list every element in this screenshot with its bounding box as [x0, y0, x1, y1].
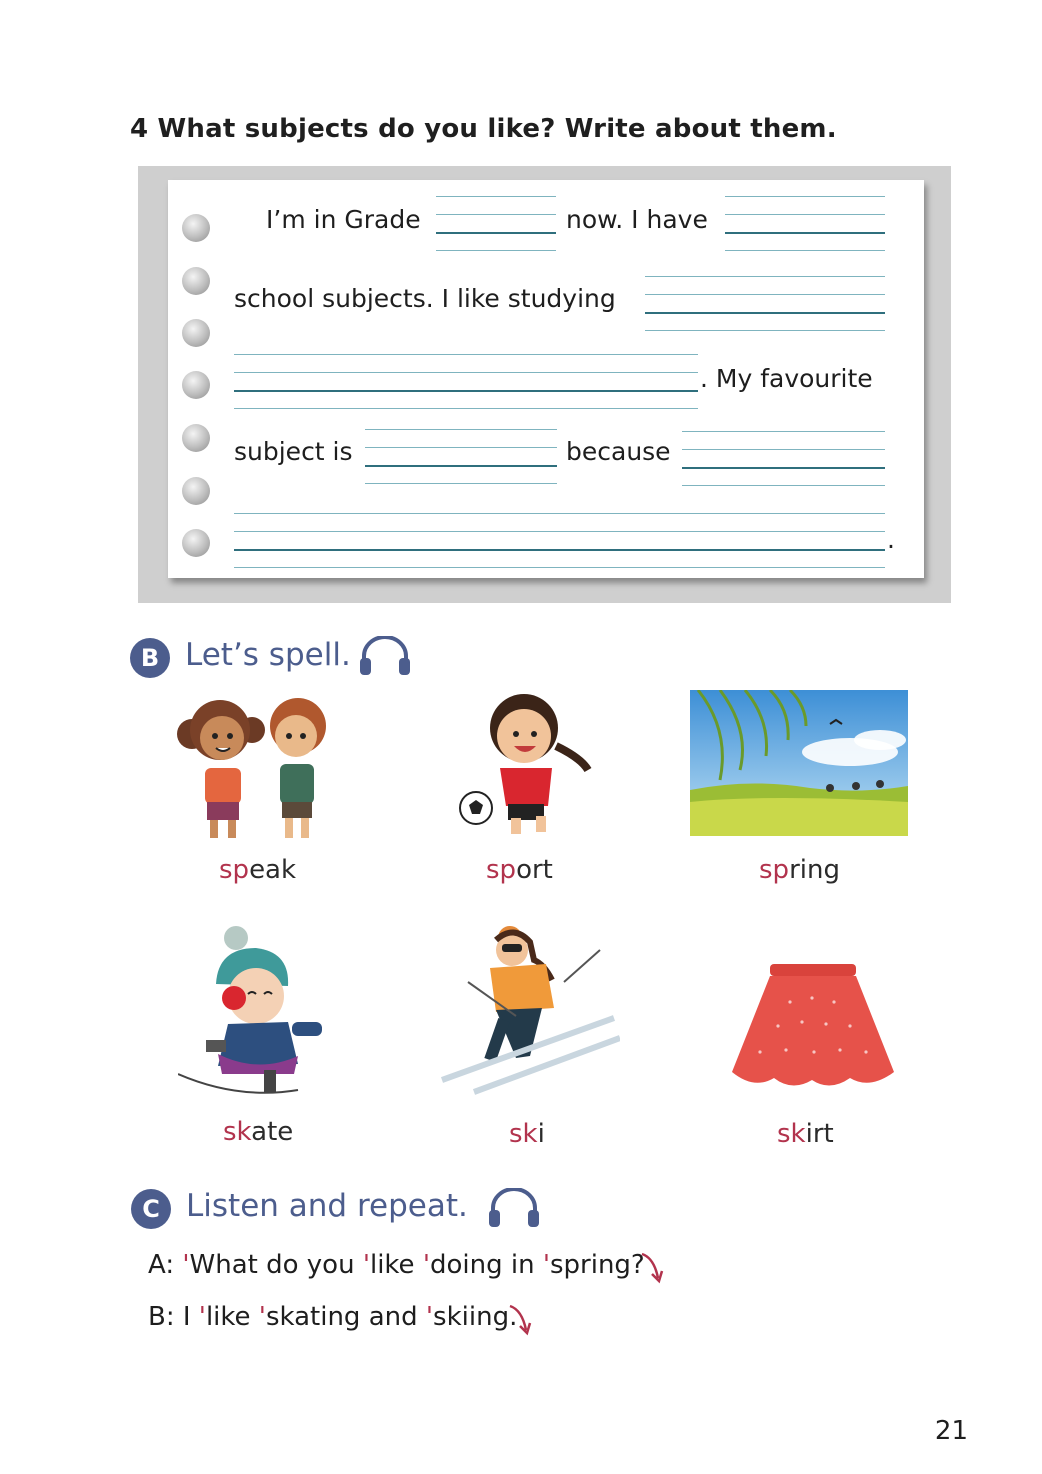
spring-illustration	[690, 690, 908, 836]
dialog-text: skiing.	[433, 1302, 518, 1332]
text-studying: school subjects. I like studying	[234, 284, 616, 313]
stress-mark: '	[542, 1250, 550, 1280]
headphones-icon[interactable]	[358, 636, 412, 676]
word-rest: ort	[516, 855, 553, 885]
headphones-icon[interactable]	[487, 1188, 541, 1228]
word-rest: eak	[249, 855, 297, 885]
dialog-text: skating and	[265, 1302, 426, 1332]
skate-illustration	[178, 924, 338, 1102]
dialog-text: like	[205, 1302, 259, 1332]
sport-illustration	[456, 688, 596, 838]
word-blend: sp	[759, 855, 790, 885]
studying-blank[interactable]	[645, 276, 885, 332]
binder-hole	[182, 319, 210, 347]
word-blend: sp	[219, 855, 250, 885]
reason-blank[interactable]	[682, 431, 885, 487]
text-because: because	[566, 437, 671, 466]
dialog-line-b	[148, 1302, 517, 1332]
word-rest: ate	[251, 1117, 294, 1147]
text-period: .	[887, 525, 895, 554]
word-sport	[486, 855, 553, 885]
word-skirt	[777, 1119, 834, 1149]
binder-hole	[182, 267, 210, 295]
studying-blank-continued[interactable]	[234, 354, 698, 410]
favourite-subject-blank[interactable]	[365, 429, 557, 485]
dialog-text: doing in	[429, 1250, 543, 1280]
dialog-line-a	[148, 1250, 645, 1280]
grade-blank[interactable]	[436, 196, 556, 252]
binder-hole	[182, 529, 210, 557]
dialog-text: What do you	[189, 1250, 363, 1280]
section-badge-c: C	[131, 1189, 171, 1229]
text-have: now. I have	[566, 205, 708, 234]
stress-mark: '	[258, 1302, 266, 1332]
skirt-illustration	[730, 962, 896, 1092]
word-rest: i	[537, 1119, 545, 1149]
word-blend: sk	[223, 1117, 252, 1147]
ski-illustration	[434, 920, 620, 1106]
word-spring	[759, 855, 840, 885]
stress-mark: '	[198, 1302, 206, 1332]
section-title-listen-repeat: Listen and repeat.	[186, 1188, 468, 1224]
binder-hole	[182, 214, 210, 242]
section-title-lets-spell: Let’s spell.	[185, 637, 351, 673]
word-rest: ring	[789, 855, 840, 885]
reason-blank-continued[interactable]	[234, 513, 885, 569]
subject-count-blank[interactable]	[725, 196, 885, 252]
text-subject-is: subject is	[234, 437, 353, 466]
speaker-a: A:	[148, 1250, 183, 1280]
word-blend: sk	[509, 1119, 538, 1149]
stress-mark: '	[362, 1250, 370, 1280]
falling-intonation-arrow-icon	[508, 1302, 534, 1336]
binder-hole	[182, 371, 210, 399]
text-grade: I’m in Grade	[266, 205, 421, 234]
dialog-text: spring?	[549, 1250, 645, 1280]
falling-intonation-arrow-icon	[640, 1250, 666, 1284]
section-badge-b: B	[130, 638, 170, 678]
binder-hole	[182, 477, 210, 505]
text-favourite: . My favourite	[700, 364, 873, 393]
word-ski	[509, 1119, 545, 1149]
stress-mark: '	[182, 1250, 190, 1280]
binder-hole	[182, 424, 210, 452]
word-blend: sk	[777, 1119, 806, 1149]
word-rest: irt	[805, 1119, 834, 1149]
dialog-text: like	[369, 1250, 423, 1280]
word-blend: sp	[486, 855, 517, 885]
speak-illustration	[170, 696, 346, 844]
speaker-b: B: I	[148, 1302, 199, 1332]
stress-mark: '	[425, 1302, 434, 1332]
word-skate	[223, 1117, 293, 1147]
exercise-title: 4 What subjects do you like? Write about them.	[130, 114, 837, 144]
stress-mark: '	[422, 1250, 430, 1280]
page-number: 21	[934, 1416, 968, 1446]
word-speak	[219, 855, 296, 885]
